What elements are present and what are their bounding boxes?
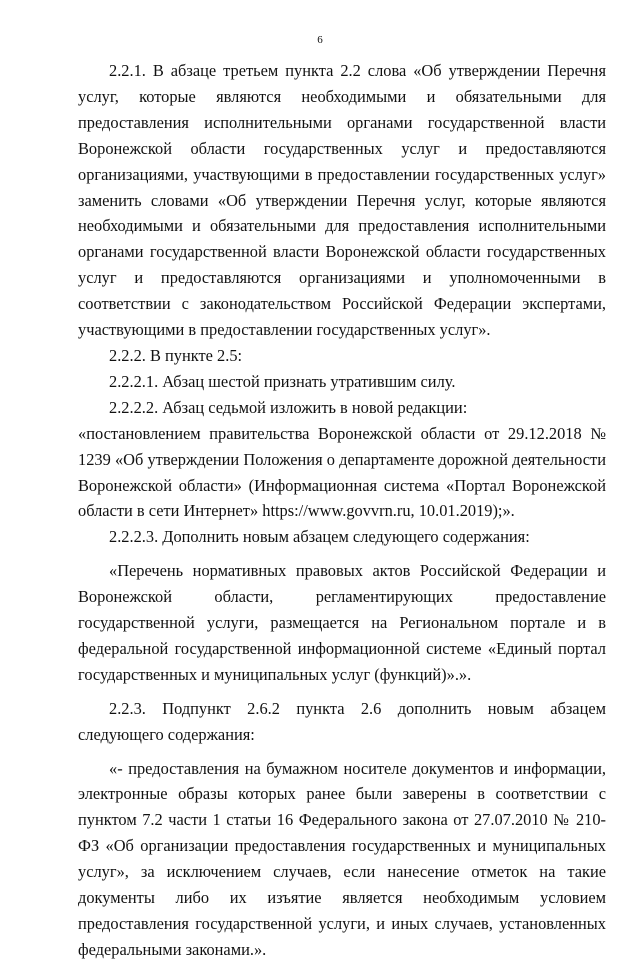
- paragraph-2-2-3: 2.2.3. Подпункт 2.6.2 пункта 2.6 дополнить новым абзацем следующего содержания:: [78, 698, 606, 744]
- quoted-paragraph-legal-acts: «Перечень нормативных правовых актов Российской Федерации и Воронежской области, регламентирующих предоставление государственной услуги, размещается на Региональном портале и в федеральной государственной информационной системе «Единый портал государственных и муниципальных услуг (функций)».».: [78, 561, 606, 684]
- quoted-paragraph-paper-documents: «- предоставления на бумажном носителе документов и информации, электронные образы которых ранее были заверены в соответствии с пунктом 7.2 части 1 статьи 16 Федерального закона от 27.07.2010 № 210-ФЗ «Об организации предоставления государственных и муниципальных услуг», за исключением случаев, если нанесение отметок на такие документы либо их изъятие является необходимым условием предоставления государственной услуги, и иных случаев, установленных федеральными законами.».: [78, 758, 606, 959]
- paragraph-2-2-2-1: 2.2.2.1. Абзац шестой признать утратившим силу.: [109, 371, 456, 391]
- quoted-paragraph-resolution: «постановлением правительства Воронежской области от 29.12.2018 № 1239 «Об утверждении Положения о департаменте дорожной деятельности Воронежской области» (Информационная система «Портал Воронежской области в сети Интернет» https://www.govvrn.ru, 10.01.2019);».: [78, 423, 606, 521]
- document-body: [78, 58, 606, 963]
- paragraph-2-2-2-2: 2.2.2.2. Абзац седьмой изложить в новой редакции:: [109, 397, 468, 417]
- paragraph-2-2-2: 2.2.2. В пункте 2.5:: [109, 345, 243, 365]
- page-number: 6: [317, 34, 323, 46]
- paragraph-2-2-1: 2.2.1. В абзаце третьем пункта 2.2 слова «Об утверждении Перечня услуг, которые являются необходимыми и обязательными для предоставления исполнительными органами государственной власти Воронежской области государственных услуг и предоставляются организациями, участвующими в предоставлении государственных услуг» заменить словами «Об утверждении Перечня услуг, которые являются необходимыми и обязательными для предоставления исполнительными органами государственной власти Воронежской области государственных услуг и предоставляются организациями и уполномоченными в соответствии с законодательством Российской Федерации экспертами, участвующими в предоставлении государственных услуг».: [78, 61, 606, 340]
- paragraph-2-2-2-3: 2.2.2.3. Дополнить новым абзацем следующего содержания:: [109, 527, 530, 547]
